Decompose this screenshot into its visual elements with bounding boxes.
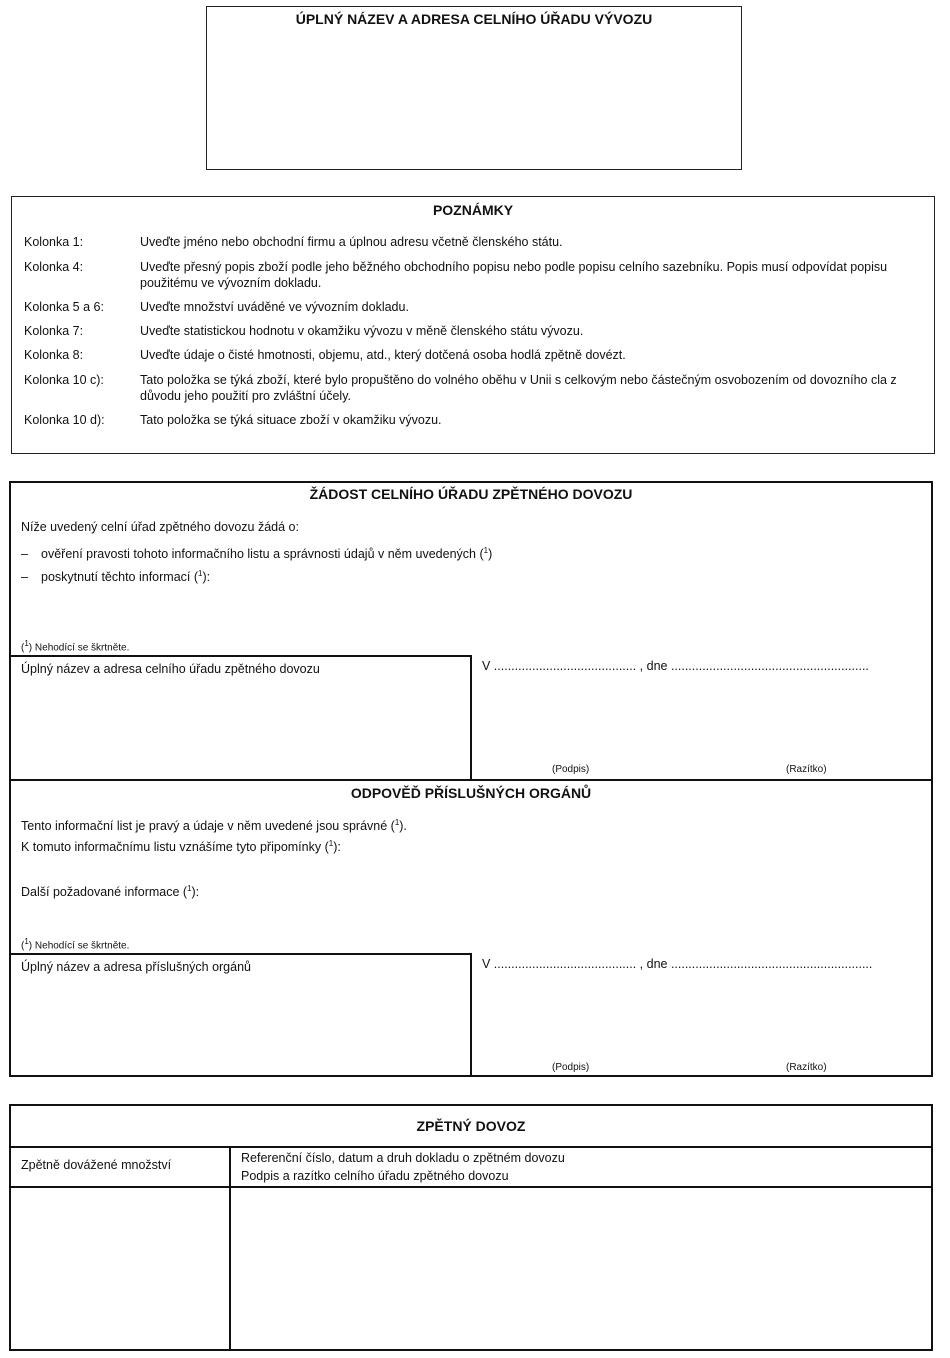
note-text: Tato položka se týká zboží, které bylo propuštěno do volného oběhu v Unii s celkovým nebo částečným osvobozením od dovozního cla z důvodu jeho použití pro zvláštní účely.	[140, 373, 897, 403]
request-title: ŽÁDOST CELNÍHO ÚŘADU ZPĚTNÉHO DOVOZU	[309, 486, 633, 502]
reimport-box	[9, 1104, 933, 1351]
request-item-verify-text: ověření pravosti tohoto informačního listu a správnosti údajů v něm uvedených (	[41, 547, 484, 562]
request-stamp: (Razítko)	[786, 764, 827, 775]
notes-title: POZNÁMKY	[432, 202, 514, 218]
reply-line-remarks	[21, 839, 341, 854]
divider	[11, 1146, 931, 1148]
note-label: Kolonka 7:	[24, 324, 84, 338]
note-text: Tato položka se týká situace zboží v okamžiku vývozu.	[140, 413, 442, 427]
reply-line-more-info	[21, 884, 199, 899]
reply-title: ODPOVĚĎ PŘÍSLUŠNÝCH ORGÁNŮ	[350, 785, 592, 801]
note-label: Kolonka 10 c):	[24, 373, 104, 387]
request-signature: (Podpis)	[552, 764, 590, 775]
note-text: Uveďte údaje o čisté hmotnosti, objemu, atd., který dotčená osoba hodlá zpětně dovézt.	[140, 348, 626, 362]
footnote-mark: 1	[24, 639, 29, 648]
note-row	[24, 348, 922, 364]
note-label: Kolonka 1:	[24, 235, 84, 249]
reimport-title: ZPĚTNÝ DOVOZ	[416, 1118, 526, 1134]
note-row	[24, 235, 922, 251]
request-item-info	[21, 569, 210, 584]
divider	[470, 655, 472, 779]
paren-close: ):	[333, 840, 341, 855]
note-row	[24, 413, 922, 429]
footnote-mark: 1	[328, 839, 334, 848]
reply-footnote	[21, 937, 129, 951]
paren-open: (	[21, 642, 25, 654]
paren-open: (	[21, 940, 25, 952]
note-row	[24, 324, 922, 340]
footnote-text: ) Nehodící se škrtněte.	[28, 642, 130, 654]
footnote-mark: 1	[483, 546, 489, 555]
divider	[229, 1146, 231, 1349]
reply-line-more-info-text: Další požadované informace (	[21, 885, 188, 900]
reply-line-valid-text: Tento informační list je pravý a údaje v něm uvedené jsou správné (	[21, 819, 395, 834]
footnote-mark: 1	[394, 818, 400, 827]
export-office-box	[206, 6, 742, 170]
section-divider	[11, 779, 931, 781]
request-item-info-text: poskytnutí těchto informací (	[41, 570, 199, 585]
note-label: Kolonka 4:	[24, 260, 84, 274]
request-reply-box	[9, 481, 933, 1077]
request-intro: Níže uvedený celní úřad zpětného dovozu žádá o:	[21, 520, 299, 534]
divider	[470, 953, 472, 1075]
request-office-label: Úplný název a adresa celního úřadu zpětného dovozu	[21, 662, 320, 676]
paren-close: ).	[399, 819, 407, 834]
divider	[11, 1186, 931, 1188]
note-text: Uveďte jméno nebo obchodní firmu a úplnou adresu včetně členského státu.	[140, 235, 563, 249]
request-place-date: V ......................................... , dne .........................................................	[482, 659, 869, 673]
reimport-quantity-header: Zpětně dovážené množství	[21, 1158, 172, 1172]
note-label: Kolonka 5 a 6:	[24, 300, 104, 314]
note-text: Uveďte statistickou hodnotu v okamžiku vývozu v měně členského státu vývozu.	[140, 324, 584, 338]
dash-bullet: –	[21, 547, 28, 562]
reply-line-remarks-text: K tomuto informačnímu listu vznášíme tyto připomínky (	[21, 840, 329, 855]
reply-place-date: V ......................................... , dne ..........................................................	[482, 957, 873, 971]
notes-box	[11, 196, 935, 454]
reply-signature: (Podpis)	[552, 1062, 590, 1073]
footnote-mark: 1	[24, 937, 29, 946]
note-label: Kolonka 8:	[24, 348, 84, 362]
footnote-mark: 1	[198, 569, 203, 578]
reply-office-label: Úplný název a adresa příslušných orgánů	[21, 960, 251, 974]
reply-line-valid	[21, 818, 407, 833]
reimport-signature-header: Podpis a razítko celního úřadu zpětného dovozu	[241, 1169, 509, 1183]
divider	[11, 953, 472, 955]
request-footnote	[21, 639, 129, 653]
paren-close: ):	[191, 885, 200, 900]
footnote-text: ) Nehodící se škrtněte.	[28, 940, 130, 952]
reply-stamp: (Razítko)	[786, 1062, 827, 1073]
paren-close: )	[488, 547, 493, 562]
reimport-reference-header: Referenční číslo, datum a druh dokladu o zpětném dovozu	[241, 1151, 565, 1165]
divider	[11, 655, 472, 657]
request-item-verify	[21, 546, 492, 561]
paren-close: ):	[202, 570, 211, 585]
note-text: Uveďte přesný popis zboží podle jeho běžného obchodního popisu nebo podle popisu celního sazebníku. Popis musí odpovídat popisu použitému ve vývozním dokladu.	[140, 260, 888, 290]
note-row	[24, 373, 922, 404]
note-row	[24, 300, 922, 316]
note-row	[24, 260, 922, 291]
footnote-mark: 1	[187, 884, 192, 893]
note-label: Kolonka 10 d):	[24, 413, 105, 427]
note-text: Uveďte množství uváděné ve vývozním dokladu.	[140, 300, 409, 314]
dash-bullet: –	[21, 570, 28, 585]
export-office-title: ÚPLNÝ NÁZEV A ADRESA CELNÍHO ÚŘADU VÝVOZU	[295, 11, 653, 27]
